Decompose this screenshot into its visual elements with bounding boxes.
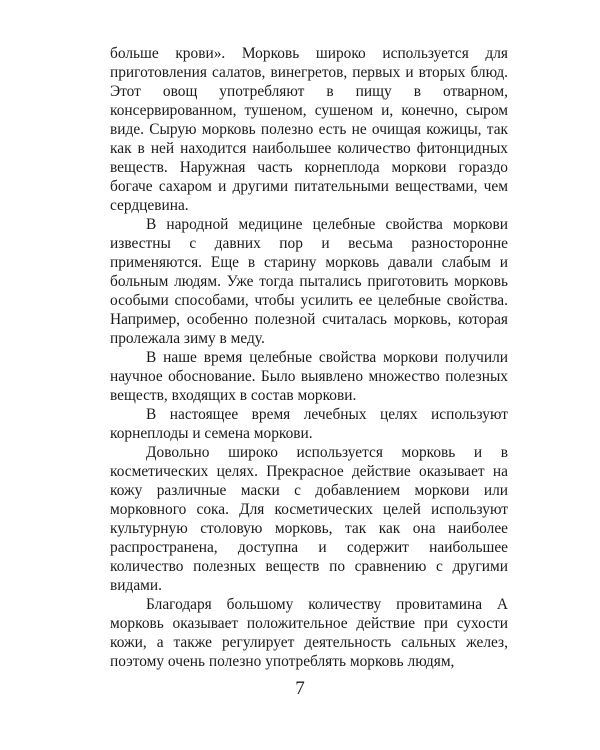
paragraph-6: Благодаря большому количеству провитамина А морковь оказывает положительное действие при сухости кожи, а также регулирует деятельность сальных желез, поэтому очень полезно употреблять морковь людям, — [110, 596, 508, 670]
paragraph-3: В наше время целебные свойства моркови получили научное обоснование. Было выявлено множество полезных веществ, входящих в состав моркови. — [110, 349, 508, 404]
paragraph-2: В народной медицине целебные свойства моркови известны с давних пор и весьма разносторонне применяются. Еще в старину морковь давали слабым и больным людям. Уже тогда пытались приготовить морковь особыми способами, чтобы усилить ее целебные свойства. Например, особенно полезной считалась морковь, которая пролежала зиму в меду. — [110, 216, 508, 347]
paragraph-5: Довольно широко используется морковь и в косметических целях. Прекрасное действие оказывает на кожу различные маски с добавлением моркови или морковного сока. Для косметических целей используют культурную столовую морковь, так как она наиболее распространена, доступна и содержит наибольшее количество полезных веществ по сравнению с другими видами. — [110, 444, 508, 594]
paragraph-1: больше крови». Морковь широко используется для приготовления салатов, винегретов, первых и вторых блюд. Этот овощ употребляют в пищу в отварном, консервированном, тушеном, сушеном и, конечно, сыром виде. Сырую морковь полезно есть не очищая кожицы, так как в ней находится наибольшее количество фитонцидных веществ. Наружная часть корнеплода моркови гораздо богаче сахаром и другими питательными веществами, чем сердцевина. — [110, 45, 508, 214]
body-text — [110, 44, 508, 671]
paragraph-4: В настоящее время лечебных целях используют корнеплоды и семена моркови. — [110, 406, 508, 442]
page-number: 7 — [295, 678, 305, 699]
